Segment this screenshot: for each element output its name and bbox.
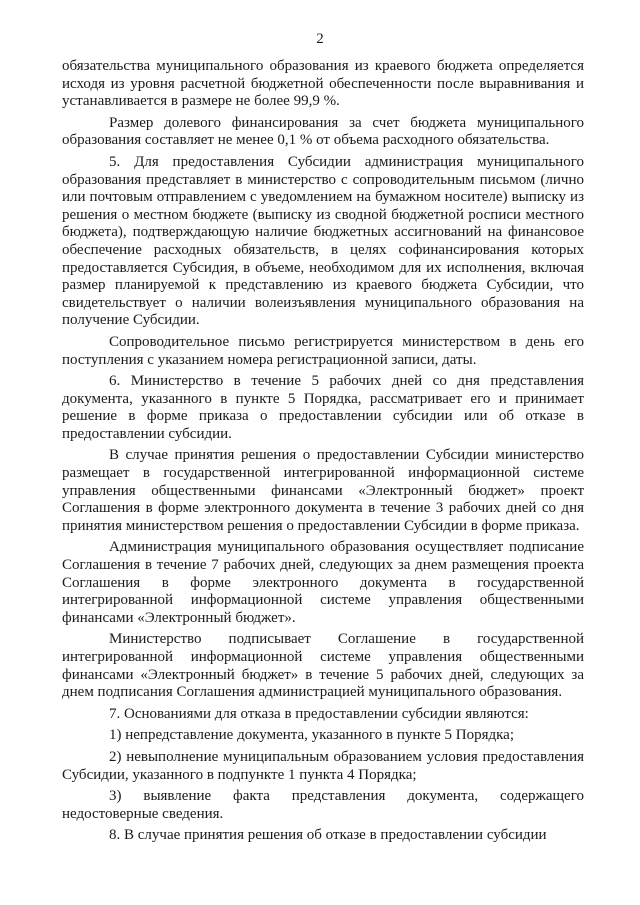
paragraph-cover-letter: Сопроводительное письмо регистрируется министерством в день его поступления с указанием номера регистрационной записи, даты.	[62, 333, 584, 368]
paragraph-item-6: 6. Министерство в течение 5 рабочих дней со дня представления документа, указанного в пункте 5 Порядка, рассматривает его и принимает решение в форме приказа о предоставлении субсидии или об отказе в предоставлении субсидии.	[62, 373, 584, 442]
paragraph-share-financing: Размер долевого финансирования за счет бюджета муниципального образования составляет не менее 0,1 % от объема расходного обязательства.	[62, 114, 584, 149]
paragraph-ministry-signing: Министерство подписывает Соглашение в государственной интегрированной информационной системе управления общественными финансами «Электронный бюджет» в течение 5 рабочих дней, следующих за днем подписания Соглашения администрацией муниципального образования.	[62, 631, 584, 701]
document-body	[62, 58, 584, 849]
paragraph-item-5: 5. Для предоставления Субсидии администрация муниципального образования представляет в министерство с сопроводительным письмом (лично или почтовым отправлением с уведомлением на бумажном носителе) выписку из решения о местном бюджете (выписку из сводной бюджетной росписи местного бюджета), подтверждающую наличие бюджетных ассигнований на финансовое обеспечение расходных обязательств, в целях софинансирования которых предоставляется Субсидия, в объеме, необходимом для их исполнения, включая размер планируемой к представлению из краевого бюджета Субсидии, что свидетельствует о наличии волеизъявления муниципального образования на получение Субсидии.	[62, 153, 584, 329]
paragraph-item-7: 7. Основаниями для отказа в предоставлении субсидии являются:	[109, 705, 529, 722]
list-item-refusal-2: 2) невыполнение муниципальным образованием условия предоставления Субсидии, указанного в подпункте 1 пункта 4 Порядка;	[62, 748, 584, 783]
paragraph-cofinancing-level: обязательства муниципального образования из краевого бюджета определяется исходя из уровня расчетной бюджетной обеспеченности после выравнивания и устанавливается в размере не более 99,9 %.	[62, 58, 584, 110]
list-item-refusal-3: 3) выявление факта представления документа, содержащего недостоверные сведения.	[62, 788, 584, 822]
paragraph-agreement-draft: В случае принятия решения о предоставлении Субсидии министерство размещает в государственной интегрированной информационной системе управления общественными финансами «Электронный бюджет» проект Соглашения в форме электронного документа в течение 3 рабочих дней со дня принятия министерством решения о предоставлении Субсидии в форме приказа.	[62, 447, 584, 534]
page-number: 2	[316, 31, 324, 47]
list-item-refusal-1: 1) непредставление документа, указанного в пункте 5 Порядка;	[109, 727, 514, 744]
paragraph-admin-signing: Администрация муниципального образования осуществляет подписание Соглашения в течение 7 рабочих дней, следующих за днем размещения проекта Соглашения в форме электронного документа в государственной интегрированной информационной системе управления общественными финансами «Электронный бюджет».	[62, 539, 584, 626]
paragraph-item-8: 8. В случае принятия решения об отказе в предоставлении субсидии	[109, 827, 547, 844]
